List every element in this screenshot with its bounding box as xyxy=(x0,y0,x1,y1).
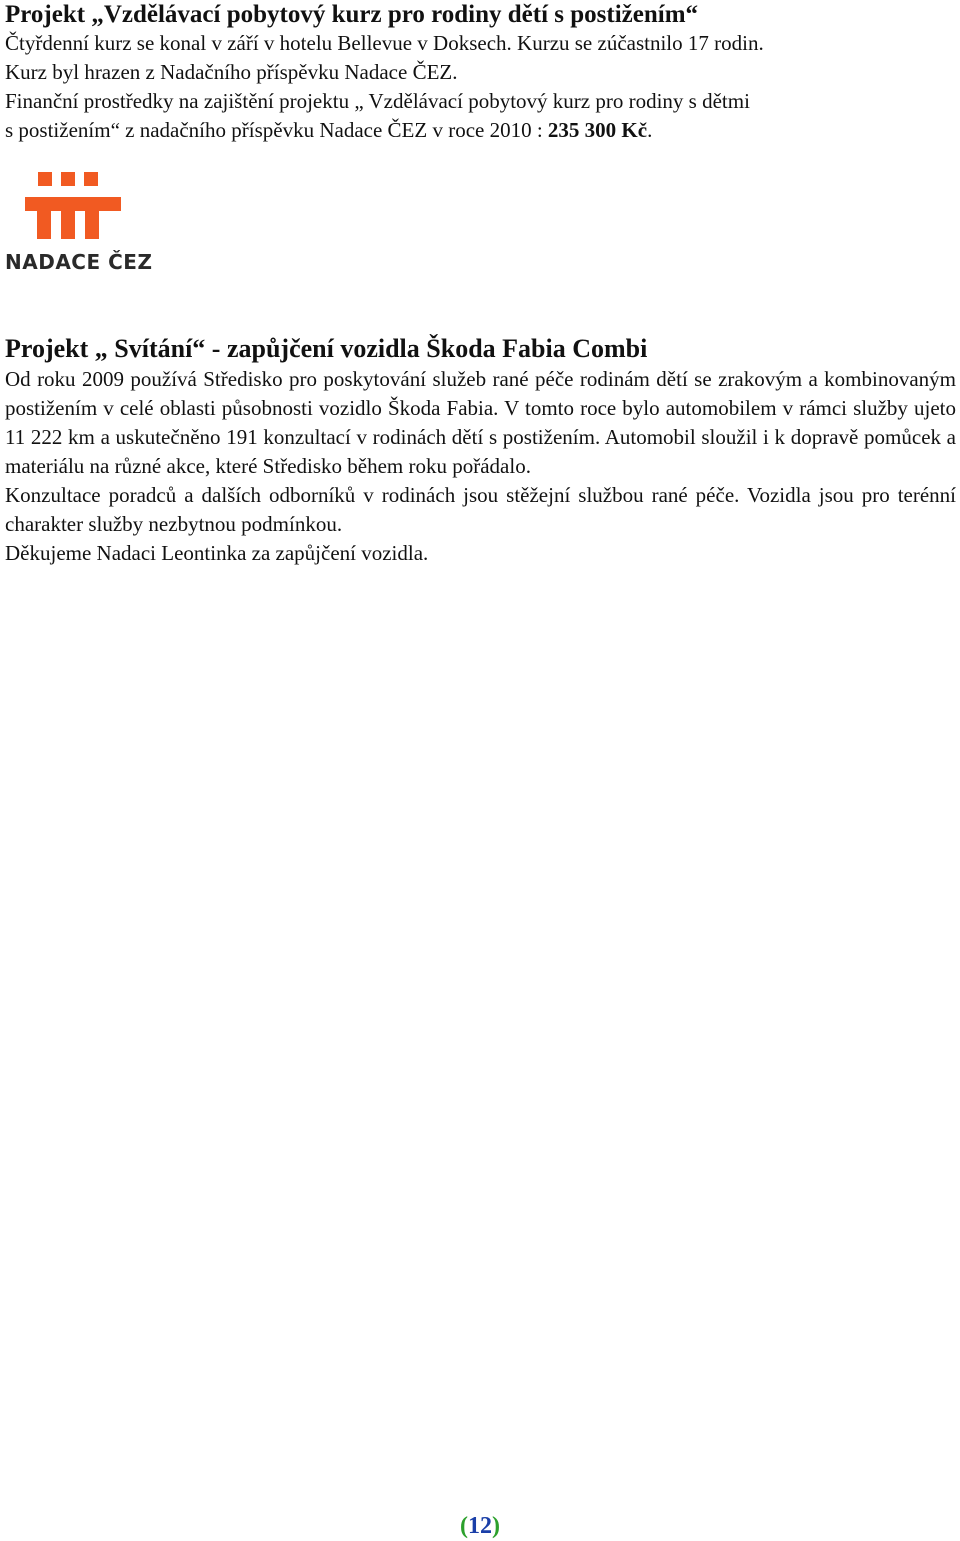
nadace-cez-logo-text: NADACE ČEZ xyxy=(5,250,153,274)
vehicle-paragraph-3: Děkujeme Nadaci Leontinka za zapůjčení vozidla. xyxy=(5,541,429,565)
nadace-cez-logo xyxy=(5,170,153,280)
section-vehicle xyxy=(5,333,956,568)
page-number-close: ) xyxy=(492,1513,500,1539)
vehicle-paragraph-1: Od roku 2009 používá Středisko pro poskytování služeb rané péče rodinám dětí se zrakovým a kombinovaným postižením v celé oblasti působnosti vozidlo Škoda Fabia. V tomto roce bylo automobilem v rámci služby ujeto 11 222 km a uskutečněno 191 konzultací v rodinách dětí s postižením. Automobil sloužil i k dopravě pomůcek a materiálu na různé akce, které Středisko během roku pořádalo. xyxy=(5,367,956,478)
course-title: Projekt „Vzdělávací pobytový kurz pro rodiny dětí s postižením“ xyxy=(5,1,699,28)
course-line-4-end: . xyxy=(647,118,653,142)
course-line-2: Kurz byl hrazen z Nadačního příspěvku Nadace ČEZ. xyxy=(5,60,458,84)
course-line-1: Čtyřdenní kurz se konal v září v hotelu Bellevue v Doksech. Kurzu se zúčastnilo 17 rodin. xyxy=(5,31,764,55)
course-line-3: Finanční prostředky na zajištění projektu „ Vzdělávací pobytový kurz pro rodiny s dětmi xyxy=(5,89,750,113)
page-number xyxy=(0,1511,960,1541)
page-number-value: 12 xyxy=(468,1513,492,1539)
course-line-4 xyxy=(5,116,956,145)
vehicle-paragraph-2: Konzultace poradců a dalších odborníků v rodinách jsou stěžejní službou rané péče. Vozidla jsou pro terénní charakter služby nezbytnou podmínkou. xyxy=(5,483,956,536)
course-line-4-text: s postižením“ z nadačního příspěvku Nadace ČEZ v roce 2010 : xyxy=(5,118,548,142)
nadace-cez-logo-mark-icon xyxy=(5,170,125,242)
section-course xyxy=(5,0,956,145)
page-number-open: ( xyxy=(460,1513,468,1539)
course-amount: 235 300 Kč xyxy=(547,118,648,142)
vehicle-title: Projekt „ Svítání“ - zapůjčení vozidla Škoda Fabia Combi xyxy=(5,334,648,363)
